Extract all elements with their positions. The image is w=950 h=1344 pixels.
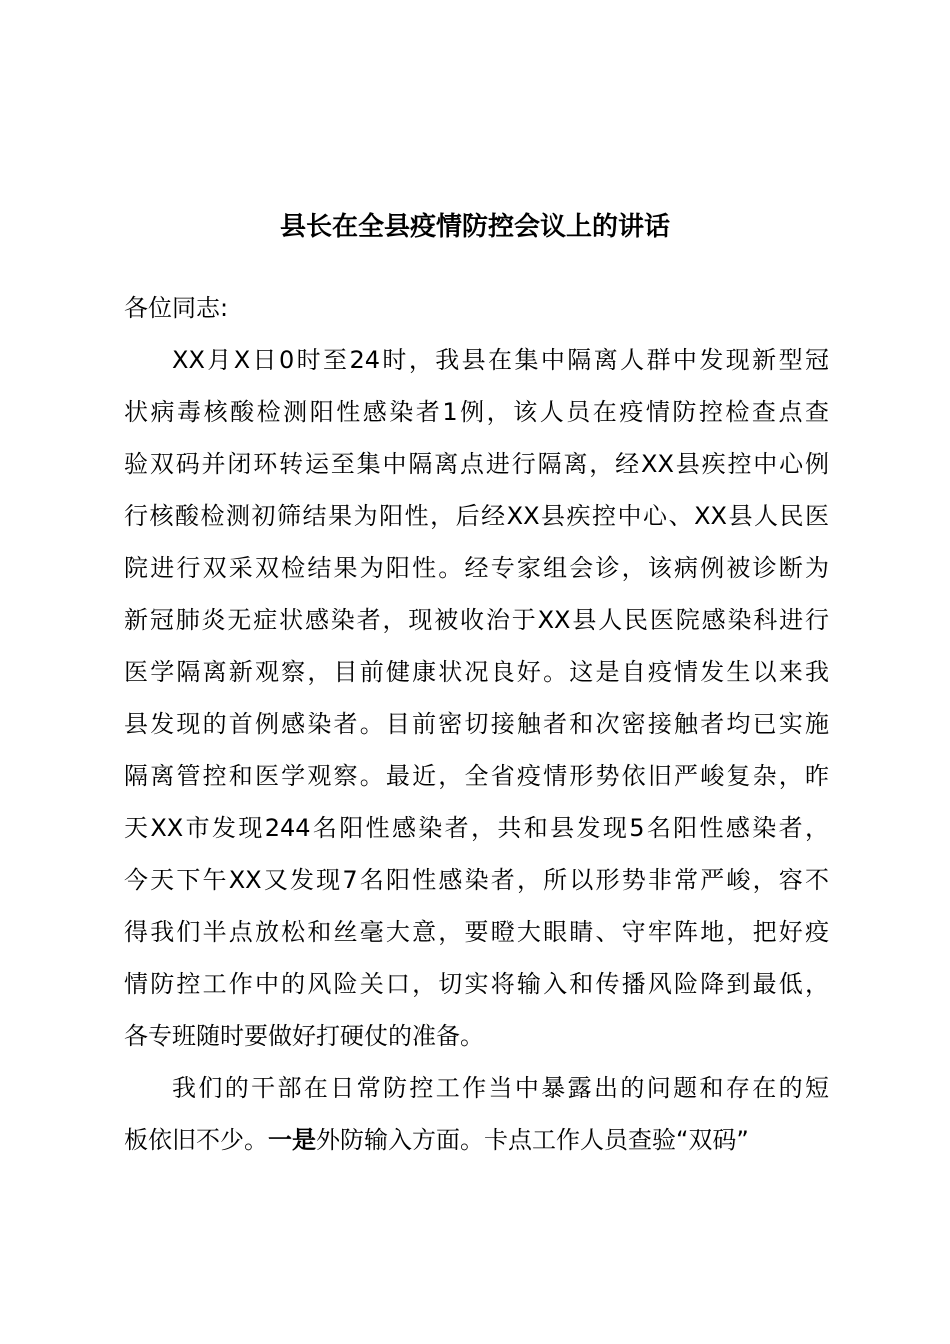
paragraph-line: 隔离管控和医学观察。最近，全省疫情形势依旧严峻复杂，昨 [124, 762, 829, 790]
salutation: 各位同志: [124, 294, 229, 322]
paragraph-line: 县发现的首例感染者。目前密切接触者和次密接触者均已实施 [124, 710, 829, 738]
paragraph-line: 状病毒核酸检测阳性感染者1例，该人员在疫情防控检查点查 [124, 398, 829, 426]
paragraph-line: 得我们半点放松和丝毫大意，要瞪大眼睛、守牢阵地，把好疫 [124, 918, 829, 946]
paragraph-1 [124, 334, 829, 1062]
paragraph-2 [124, 1062, 829, 1166]
document-title: 县长在全县疫情防控会议上的讲话 [279, 212, 670, 242]
paragraph-line [124, 1114, 829, 1166]
line-prefix: 板依旧不少。 [124, 1126, 268, 1154]
paragraph-line: 行核酸检测初筛结果为阳性，后经XX县疾控中心、XX县人民医 [124, 502, 829, 530]
paragraph-line: 天XX市发现244名阳性感染者，共和县发现5名阳性感染者， [124, 814, 829, 842]
paragraph-line: XX月X日0时至24时，我县在集中隔离人群中发现新型冠 [172, 346, 829, 374]
paragraph-line: 验双码并闭环转运至集中隔离点进行隔离，经XX县疾控中心例 [124, 450, 829, 478]
emphasis-first: 一是 [268, 1126, 316, 1154]
paragraph-line: 各专班随时要做好打硬仗的准备。 [124, 1022, 484, 1050]
line-suffix: 外防输入方面。卡点工作人员查验“双码” [316, 1126, 749, 1154]
paragraph-line: 医学隔离新观察，目前健康状况良好。这是自疫情发生以来我 [124, 658, 829, 686]
paragraph-line: 情防控工作中的风险关口，切实将输入和传播风险降到最低， [124, 970, 829, 998]
paragraph-line: 今天下午XX又发现7名阳性感染者，所以形势非常严峻，容不 [124, 866, 829, 894]
paragraph-line: 新冠肺炎无症状感染者，现被收治于XX县人民医院感染科进行 [124, 606, 829, 634]
paragraph-line: 院进行双采双检结果为阳性。经专家组会诊，该病例被诊断为 [124, 554, 829, 582]
paragraph-line: 我们的干部在日常防控工作当中暴露出的问题和存在的短 [172, 1074, 829, 1102]
document-body [124, 282, 829, 1166]
